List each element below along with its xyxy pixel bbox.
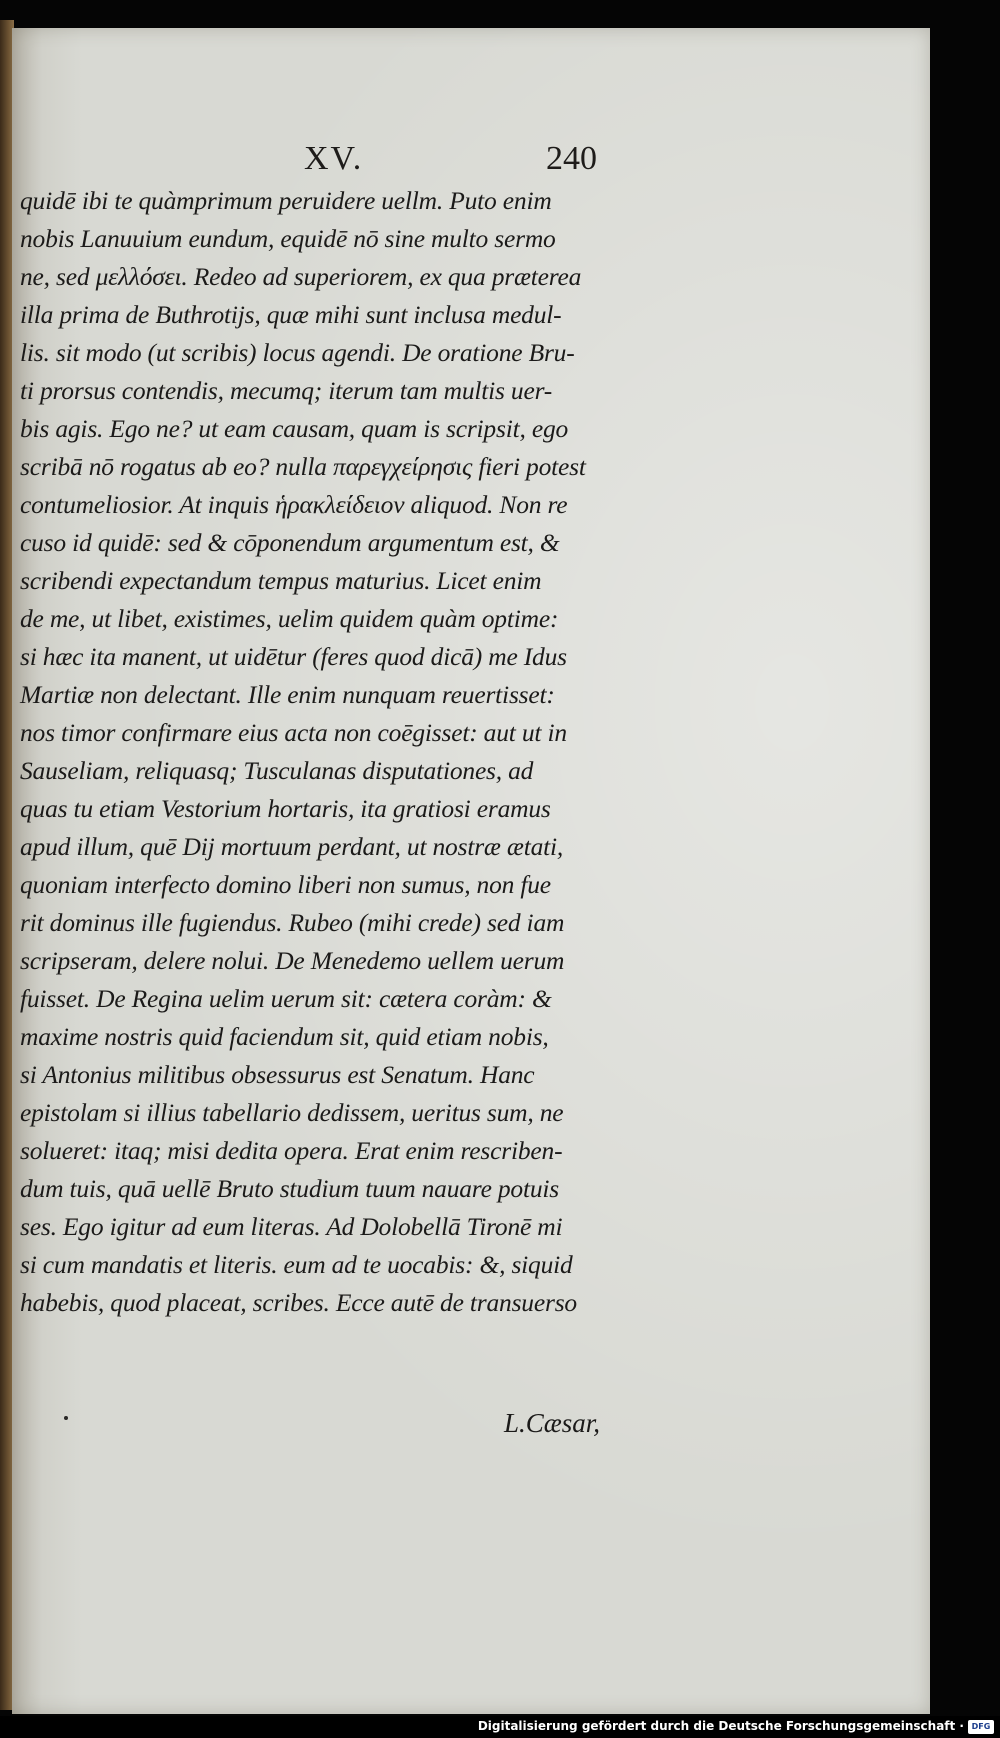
text-line: solueret: itaq; misi dedita opera. Erat enim rescriben-: [20, 1136, 563, 1165]
text-line: habebis, quod placeat, scribes. Ecce autē de transuerso: [20, 1288, 577, 1317]
text-line: si Antonius militibus obsessurus est Senatum. Hanc: [20, 1060, 535, 1089]
text-line: apud illum, quē Dij mortuum perdant, ut nostræ ætati,: [20, 832, 564, 861]
text-line: quidē ibi te quàmprimum peruidere uellm. Puto enim: [20, 186, 552, 215]
text-line: quas tu etiam Vestorium hortaris, ita gratiosi eramus: [20, 794, 551, 823]
text-line: si cum mandatis et literis. eum ad te uocabis: &, siquid: [20, 1250, 573, 1279]
text-line: quoniam interfecto domino liberi non sumus, non fue: [20, 870, 551, 899]
text-line: Sauseliam, reliquasq; Tusculanas disputationes, ad: [20, 756, 534, 785]
text-line: scripseram, delere nolui. De Menedemo uellem uerum: [20, 946, 565, 975]
text-line: cuso id quidē: sed & cōponendum argumentum est, &: [20, 528, 560, 557]
ink-speck: [64, 1416, 68, 1420]
dfg-logo-icon: DFG: [968, 1720, 994, 1734]
book-page: [12, 28, 930, 1714]
text-line: illa prima de Buthrotijs, quæ mihi sunt inclusa medul-: [20, 300, 562, 329]
text-line: fuisset. De Regina uelim uerum sit: cætera coràm: &: [20, 984, 552, 1013]
text-line: epistolam si illius tabellario dedissem, ueritus sum, ne: [20, 1098, 564, 1127]
text-line: si hæc ita manent, ut uidētur (feres quod dicā) me Idus: [20, 642, 567, 671]
text-line: maxime nostris quid faciendum sit, quid etiam nobis,: [20, 1022, 549, 1051]
page-number: 240: [546, 140, 597, 177]
text-line: bis agis. Ego ne? ut eam causam, quam is scripsit, ego: [20, 414, 569, 443]
catchword: L.Cæsar,: [504, 1408, 601, 1438]
text-line: scribā nō rogatus ab eo? nulla παρεγχείρησις fieri potest: [20, 452, 586, 481]
text-line: dum tuis, quā uellē Bruto studium tuum nauare potuis: [20, 1174, 560, 1203]
funding-credit: Digitalisierung gefördert durch die Deutsche Forschungsgemeinschaft ·: [477, 1719, 964, 1733]
text-line: ti prorsus contendis, mecumq; iterum tam multis uer-: [20, 376, 553, 405]
text-line: nos timor confirmare eius acta non coēgisset: aut ut in: [20, 718, 567, 747]
chapter-number: XV.: [304, 140, 364, 177]
text-line: nobis Lanuuium eundum, equidē nō sine multo sermo: [20, 224, 556, 253]
digitization-footer: [0, 1716, 1000, 1738]
text-line: ses. Ego igitur ad eum literas. Ad Dolobellā Tironē mi: [20, 1212, 563, 1241]
text-line: contumeliosior. At inquis ἡρακλείδειον aliquod. Non re: [20, 490, 568, 519]
text-line: ne, sed μελλόσει. Redeo ad superiorem, ex qua præterea: [20, 262, 582, 291]
text-line: Martiæ non delectant. Ille enim nunquam reuertisset:: [20, 680, 555, 709]
body-text: [12, 28, 930, 1428]
text-line: rit dominus ille fugiendus. Rubeo (mihi crede) sed iam: [20, 908, 565, 937]
text-line: lis. sit modo (ut scribis) locus agendi. De oratione Bru-: [20, 338, 575, 367]
text-line: de me, ut libet, existimes, uelim quidem quàm optime:: [20, 604, 559, 633]
text-line: scribendi expectandum tempus maturius. Licet enim: [20, 566, 542, 595]
